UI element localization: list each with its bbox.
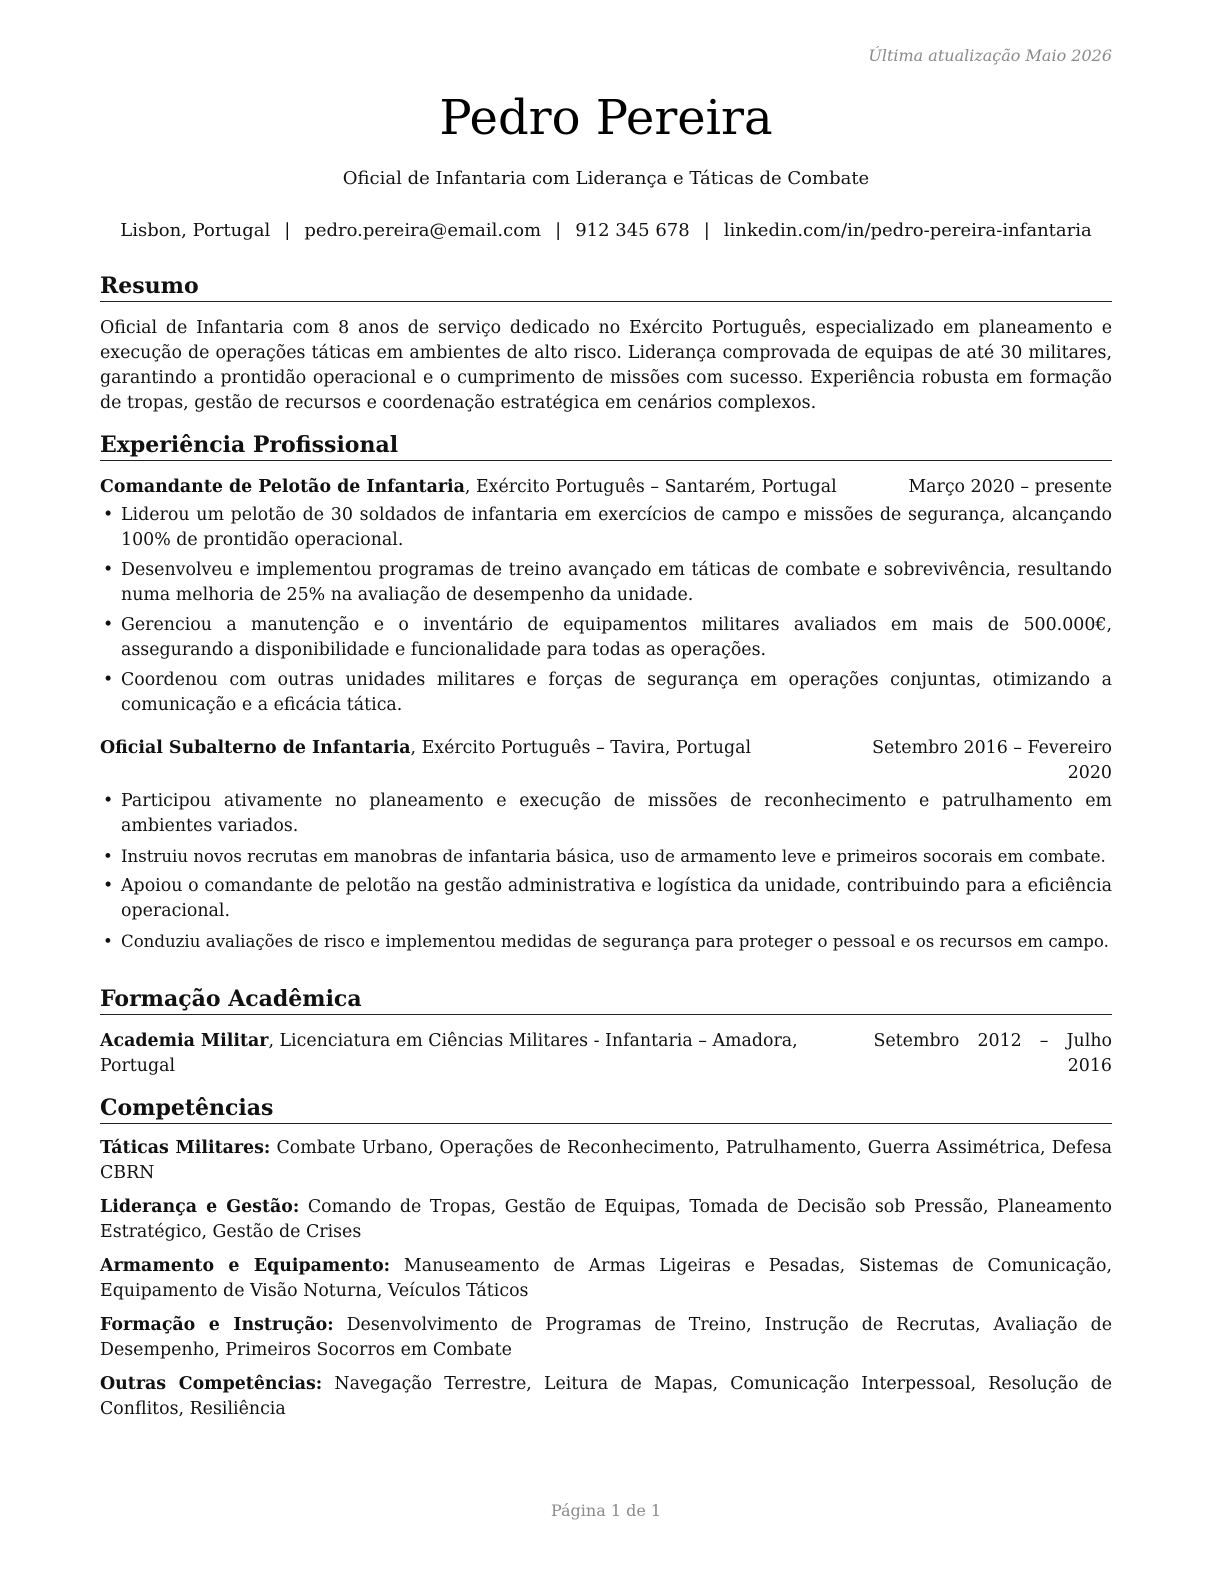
list-item — [100, 929, 1112, 954]
education-line — [100, 1029, 873, 1079]
section-title-education: Formação Acadêmica — [100, 985, 1112, 1015]
skill-group — [100, 1372, 1112, 1422]
candidate-name: Pedro Pereira — [439, 90, 773, 146]
contact-phone[interactable]: 912 345 678 — [575, 220, 690, 241]
job-title-line — [100, 475, 837, 500]
contact-separator: | — [703, 220, 710, 241]
contact-separator: | — [284, 220, 291, 241]
skill-group — [100, 1313, 1112, 1363]
list-item — [100, 874, 1112, 924]
job-role: Oficial Subalterno de Infantaria — [100, 738, 411, 758]
bullet-text: Instruiu novos recrutas em manobras de infantaria básica, uso de armamento leve e primeiros socorais em combate. — [121, 847, 1106, 866]
last-updated: Última atualização Maio 2026 — [868, 46, 1112, 65]
list-item — [100, 668, 1112, 718]
section-title-skills: Competências — [100, 1094, 1112, 1124]
list-item — [100, 844, 1112, 869]
contact-email[interactable]: pedro.pereira@email.com — [304, 220, 542, 241]
skill-items: Navegação Terrestre, Leitura de Mapas, Comunicação Interpessoal, Resolução de Conflitos, Resiliência — [100, 1374, 1113, 1419]
contact-linkedin[interactable]: linkedin.com/in/pedro-pereira-infantaria — [723, 220, 1092, 241]
skill-group — [100, 1136, 1112, 1186]
skill-label: Liderança e Gestão: — [100, 1197, 300, 1217]
experience-section — [100, 431, 1112, 959]
page-number: Página 1 de 1 — [550, 1501, 662, 1520]
skill-label: Outras Competências: — [100, 1374, 323, 1394]
bullet-icon: • — [103, 615, 114, 635]
job-role: Comandante de Pelotão de Infantaria — [100, 477, 465, 497]
bullet-icon: • — [103, 505, 114, 525]
bullet-text: Gerenciou a manutenção e o inventário de equipamentos militares avaliados em mais de 500.000€, assegurando a disponibilidade e funcionalidade para todas as operações. — [121, 615, 1112, 660]
job-dates: Março 2020 – presente — [908, 477, 1112, 497]
skill-items: Combate Urbano, Operações de Reconhecimento, Patrulhamento, Guerra Assimétrica, Defesa CBRN — [100, 1138, 1112, 1183]
education-dates: Setembro 2012 – Julho 2016 — [873, 1031, 1112, 1076]
job-entry — [100, 475, 1112, 718]
skill-group — [100, 1254, 1112, 1304]
list-item — [100, 613, 1112, 663]
contact-line — [100, 220, 1112, 241]
job-dates: Setembro 2016 – Fevereiro 2020 — [872, 738, 1112, 783]
contact-location: Lisbon, Portugal — [120, 220, 271, 241]
candidate-headline: Oficial de Infantaria com Liderança e Táticas de Combate — [342, 168, 870, 189]
bullet-text: Conduziu avaliações de risco e implementou medidas de segurança para proteger o pessoal e os recursos em campo. — [121, 932, 1109, 951]
bullet-text: Participou ativamente no planeamento e execução de missões de reconhecimento e patrulhamento em ambientes variados. — [121, 791, 1112, 836]
education-section — [100, 985, 1112, 1079]
skill-label: Táticas Militares: — [100, 1138, 271, 1158]
job-bullets — [100, 789, 1112, 954]
skill-items: Desenvolvimento de Programas de Treino, Instrução de Recrutas, Avaliação de Desempenho, Primeiros Socorros em Combate — [100, 1315, 1112, 1360]
job-org: , Exército Português – Santarém, Portugal — [464, 477, 837, 497]
job-org: , Exército Português – Tavira, Portugal — [410, 738, 752, 758]
bullet-icon: • — [103, 876, 114, 896]
job-title-line — [100, 736, 751, 786]
section-title-summary: Resumo — [100, 272, 1112, 302]
list-item — [100, 503, 1112, 553]
bullet-text: Desenvolveu e implementou programas de treino avançado em táticas de combate e sobrevivência, resultando numa melhoria de 25% na avaliação de desempenho da unidade. — [121, 560, 1112, 605]
bullet-icon: • — [103, 847, 113, 866]
contact-separator: | — [555, 220, 562, 241]
skill-items: Comando de Tropas, Gestão de Equipas, Tomada de Decisão sob Pressão, Planeamento Estratégico, Gestão de Crises — [100, 1197, 1112, 1242]
education-degree: , Licenciatura em Ciências Militares - Infantaria – Amadora, Portugal — [100, 1031, 798, 1076]
bullet-icon: • — [103, 932, 113, 951]
skill-group — [100, 1195, 1112, 1245]
skills-section — [100, 1094, 1112, 1422]
skill-label: Armamento e Equipamento: — [100, 1256, 391, 1276]
bullet-icon: • — [103, 670, 114, 690]
education-header — [100, 1029, 1112, 1079]
skill-label: Formação e Instrução: — [100, 1315, 334, 1335]
section-title-experience: Experiência Profissional — [100, 431, 1112, 461]
job-bullets — [100, 503, 1112, 718]
list-item — [100, 789, 1112, 839]
bullet-text: Coordenou com outras unidades militares e forças de segurança em operações conjuntas, otimizando a comunicação e a eficácia tática. — [121, 670, 1112, 715]
bullet-text: Liderou um pelotão de 30 soldados de infantaria em exercícios de campo e missões de segurança, alcançando 100% de prontidão operacional. — [121, 505, 1112, 550]
job-header — [100, 475, 1112, 500]
job-header — [100, 736, 1112, 786]
list-item — [100, 558, 1112, 608]
summary-section — [100, 272, 1112, 416]
education-school: Academia Militar — [100, 1031, 269, 1051]
bullet-text: Apoiou o comandante de pelotão na gestão administrativa e logística da unidade, contribuindo para a eficiência operacional. — [121, 876, 1112, 921]
skill-items: Manuseamento de Armas Ligeiras e Pesadas, Sistemas de Comunicação, Equipamento de Visão Noturna, Veículos Táticos — [100, 1256, 1112, 1301]
resume-page — [100, 0, 1112, 1584]
job-entry — [100, 736, 1112, 954]
summary-text: Oficial de Infantaria com 8 anos de serviço dedicado no Exército Português, especializado em planeamento e execução de operações táticas em ambientes de alto risco. Liderança comprovada de equipas de até 30 militares, garantindo a prontidão operacional e o cumprimento de missões com sucesso. Experiência robusta em formação de tropas, gestão de recursos e coordenação estratégica em cenários complexos. — [100, 318, 1112, 413]
bullet-icon: • — [103, 791, 114, 811]
education-entry — [100, 1029, 1112, 1079]
bullet-icon: • — [103, 560, 114, 580]
